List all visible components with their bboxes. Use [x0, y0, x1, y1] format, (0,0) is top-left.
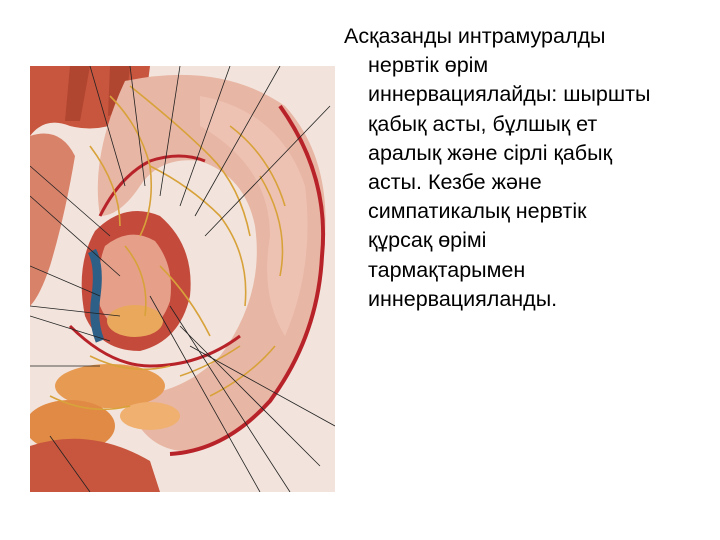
text-line-9: тармақтарымен [368, 257, 526, 282]
text-line-10: иннервацияланды. [368, 286, 558, 311]
slide-text [344, 22, 714, 314]
text-line-7: симпатикалық нервтік [368, 199, 587, 224]
text-line-1: Асқазанды интрамуралды [344, 24, 606, 48]
text-line-2: нервтік өрім [368, 53, 489, 78]
text-line-8: құрсақ өрімі [368, 228, 487, 253]
stomach-anatomy-illustration [30, 66, 335, 492]
text-line-4: қабық асты, бұлшық ет [368, 111, 598, 136]
text-line-5: аралық және сірлі қабық [368, 140, 612, 165]
text-line-6: асты. Кезбе және [368, 170, 542, 195]
text-line-3: иннервациялайды: шыршты [368, 82, 651, 107]
